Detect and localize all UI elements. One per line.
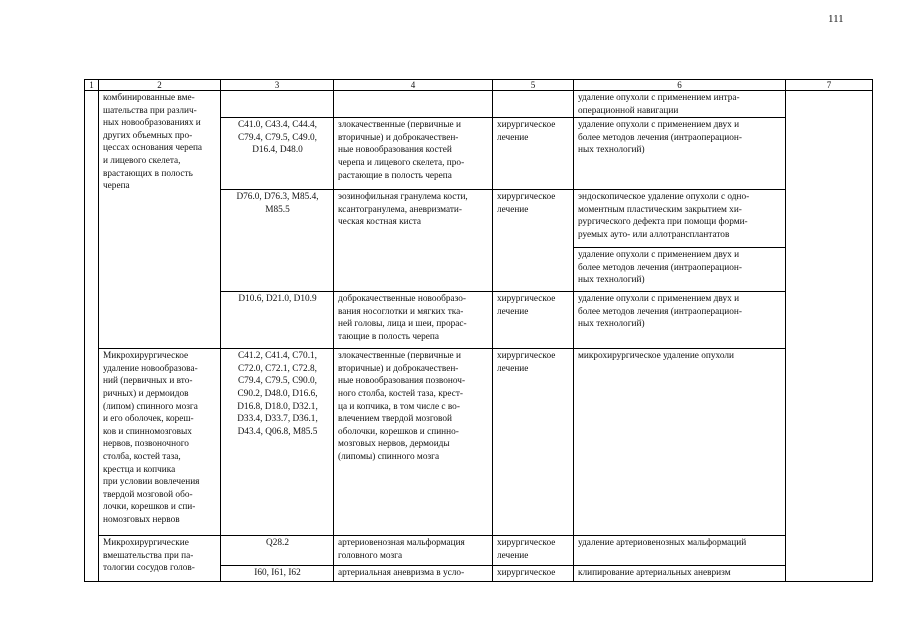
method-name-cell xyxy=(99,91,221,349)
diagnosis-text: артериальная аневризма в усло- xyxy=(338,568,465,579)
treatment-type-text: хирургическое лечение xyxy=(497,351,556,374)
treatment-type-text: хирургическое лечение xyxy=(497,294,556,317)
col-1-cell xyxy=(85,91,99,582)
header-col-1: 1 xyxy=(85,80,99,91)
icd-codes-cell xyxy=(221,91,334,118)
treatment-type-cell xyxy=(493,118,574,190)
treatment-type-text: хирургическое лечение xyxy=(497,538,556,561)
header-col-4: 4 xyxy=(334,80,493,91)
treatment-type-cell xyxy=(493,566,574,582)
header-col-7: 7 xyxy=(786,80,873,91)
treatment-type-text: хирургическое лечение xyxy=(497,120,556,143)
diagnosis-text: артериовенозная мальформация головного мозга xyxy=(338,538,465,561)
treatment-method-text: микрохирургическое удаление опухоли xyxy=(578,351,734,362)
icd-codes-cell xyxy=(221,190,334,292)
icd-codes-text: I60, I61, I62 xyxy=(254,568,301,579)
treatment-method-text: эндоскопическое удаление опухоли с одно- моментным пластическим закрытием хи- рургического дефекта при помощи форми- руемых ауто- или аллотрансплантатов xyxy=(578,192,750,240)
treatment-method-text: удаление опухоли с применением интра- операционной навигации xyxy=(578,93,740,116)
diagnosis-text: эозинофильная гранулема кости, ксантогранулема, аневризмати- ческая костная киста xyxy=(338,192,468,228)
col-7-cell xyxy=(786,91,873,582)
header-col-2: 2 xyxy=(99,80,221,91)
treatment-method-cell xyxy=(574,190,786,248)
treatment-method-cell xyxy=(574,536,786,566)
icd-codes-text: C41.2, C41.4, C70.1, C72.0, C72.1, C72.8, C79.4, C79.5, C90.0, C90.2, D48.0, D16.6, D16.8, D18.0, D32.1, D33.4, D33.7, D36.1, D43.4, Q06.8, M85.5 xyxy=(237,351,318,437)
treatment-type-text: хирургическое лечение xyxy=(497,192,556,215)
column-number-header xyxy=(85,80,873,91)
icd-codes-text: D76.0, D76.3, M85.4, M85.5 xyxy=(236,192,319,215)
treatment-method-text: клипирование артериальных аневризм xyxy=(578,568,731,579)
icd-codes-cell xyxy=(221,536,334,566)
treatment-method-text: удаление опухоли с применением двух и более методов лечения (интраоперацион- ных технологий) xyxy=(578,120,742,156)
header-col-6: 6 xyxy=(574,80,786,91)
method-name-cell xyxy=(99,536,221,582)
icd-codes-text: C41.0, C43.4, C44.4, C79.4, C79.5, C49.0, D16.4, D48.0 xyxy=(237,120,318,156)
header-col-5: 5 xyxy=(493,80,574,91)
icd-codes-text: D10.6, D21.0, D10.9 xyxy=(238,294,317,305)
method-name-text: комбинированные вме- шательства при различ- ных новообразованиях и других объемных про- цессах основания черепа и лицевого скелета, врастающих в полость черепа xyxy=(103,93,203,192)
method-name-text: Микрохирургическое удаление новообразова- ний (первичных и вто- ричных) и дермоидов (липом) спинного мозга и его оболочек, кореш- ков и спинномозговых нервов, позвоночного столба, костей таза, крестца и копчика при условии вовлечения твердой мозговой обо- лочки, корешков и спи- номозговых нервов xyxy=(103,351,200,525)
medical-care-table xyxy=(84,79,873,582)
diagnosis-text: доброкачественные новообразо- вания носоглотки и мягких тка- ней головы, лица и шеи, прорас- тающие в полость черепа xyxy=(338,294,467,342)
header-col-3: 3 xyxy=(221,80,334,91)
icd-codes-cell xyxy=(221,349,334,536)
diagnosis-cell xyxy=(334,566,493,582)
treatment-type-cell xyxy=(493,349,574,536)
treatment-type-cell xyxy=(493,190,574,292)
page-number: 111 xyxy=(828,13,844,25)
diagnosis-text: злокачественные (первичные и вторичные) и доброкачествен- ные новообразования костей черепа и лицевого скелета, про- растающие в полость черепа xyxy=(338,120,465,181)
treatment-type-cell xyxy=(493,292,574,349)
icd-codes-cell xyxy=(221,566,334,582)
treatment-method-cell xyxy=(574,292,786,349)
diagnosis-text: злокачественные (первичные и вторичные) и доброкачествен- ные новообразования позвоноч- ного столба, костей таза, крест- ца и копчика, в том числе с во- влечением твердой мозговой оболочки, корешков и спинно- мозговых нервов, дермоиды (липомы) спинного мозга xyxy=(338,351,466,462)
diagnosis-cell xyxy=(334,91,493,118)
treatment-type-cell xyxy=(493,91,574,118)
table-row xyxy=(85,536,873,566)
method-name-cell xyxy=(99,349,221,536)
treatment-method-text: удаление опухоли с применением двух и более методов лечения (интраоперацион- ных технологий) xyxy=(578,250,742,286)
treatment-method-cell xyxy=(574,118,786,190)
treatment-method-cell xyxy=(574,349,786,536)
treatment-type-cell xyxy=(493,536,574,566)
treatment-method-text: удаление опухоли с применением двух и более методов лечения (интраоперацион- ных технологий) xyxy=(578,294,742,330)
diagnosis-cell xyxy=(334,349,493,536)
table-row xyxy=(85,349,873,536)
diagnosis-cell xyxy=(334,118,493,190)
treatment-method-text: удаление артериовенозных мальформаций xyxy=(578,538,747,549)
treatment-type-text: хирургическое xyxy=(497,568,556,579)
diagnosis-cell xyxy=(334,292,493,349)
treatment-method-cell xyxy=(574,248,786,292)
diagnosis-cell xyxy=(334,190,493,292)
icd-codes-text: Q28.2 xyxy=(266,538,289,549)
table-row xyxy=(85,91,873,118)
icd-codes-cell xyxy=(221,292,334,349)
diagnosis-cell xyxy=(334,536,493,566)
icd-codes-cell xyxy=(221,118,334,190)
method-name-text: Микрохирургические вмешательства при па- тологии сосудов голов- xyxy=(103,538,195,574)
treatment-method-cell xyxy=(574,91,786,118)
treatment-method-cell xyxy=(574,566,786,582)
